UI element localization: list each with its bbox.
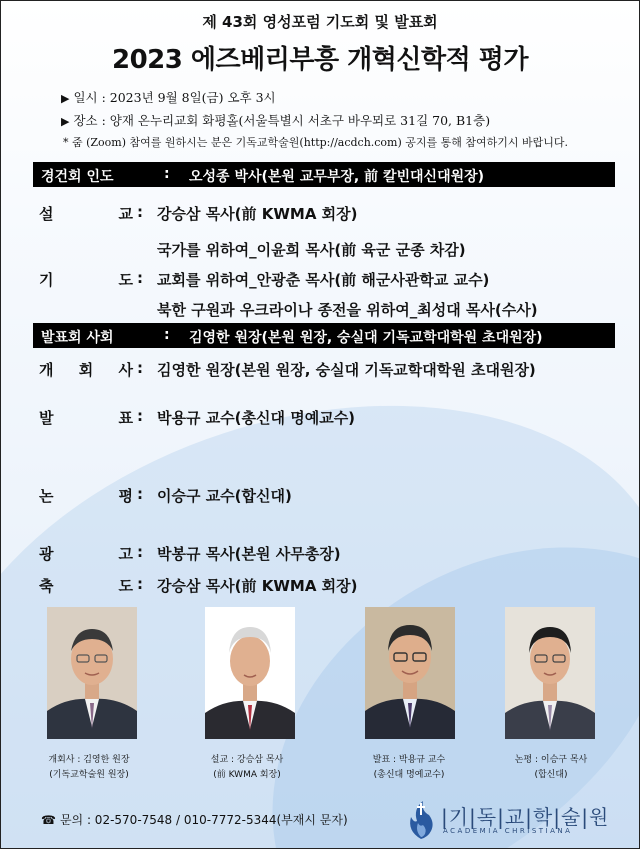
presentation-label: 발 표 xyxy=(39,409,133,427)
review-label: 논 평 xyxy=(39,487,133,505)
speaker-photo xyxy=(205,607,295,739)
flame-cross-icon xyxy=(405,797,437,841)
presentation-host-label: 발표회 사회 xyxy=(41,330,114,346)
triangle-bullet-icon: ▶ xyxy=(61,92,70,105)
contact-info: ☎ 문의 : 02-570-7548 / 010-7772-5344(부재시 문자) xyxy=(41,813,348,827)
prayer-item: 국가를 위하여_이윤희 목사(前 육군 군종 차감) xyxy=(157,241,466,259)
notice-label: 광 고 xyxy=(39,545,133,563)
opening-label: 개 회 사 xyxy=(39,361,133,379)
opening-value: 김영한 원장(본원 원장, 숭실대 기독교학대학원 초대원장) xyxy=(157,361,536,379)
speaker-caption: 개회사 : 김영한 원장 (기독교학술원 원장) xyxy=(48,755,130,780)
event-title: 2023 에즈베리부흥 개혁신학적 평가 xyxy=(111,45,529,75)
academy-logo: |기|독|교|학|술|원 ACADEMIA CHRISTIANA xyxy=(405,797,605,841)
presentation-value: 박용규 교수(총신대 명예교수) xyxy=(157,409,356,427)
zoom-note: * 줌 (Zoom) 참여를 원하시는 분은 기독교학술원(http://acdch.com) 공지를 통해 참여하기시 바랍니다. xyxy=(63,136,569,149)
speaker-caption: 논평 : 이승구 목사 (합신대) xyxy=(514,755,588,780)
prayer-item: 교회를 위하여_안광춘 목사(前 해군사관학교 교수) xyxy=(157,271,490,289)
triangle-bullet-icon: ▶ xyxy=(61,115,70,128)
worship-leader-bar: 경건회 인도 : 오성종 박사(본원 교무부장, 前 칼빈대신대원장) xyxy=(33,162,615,187)
info-place: ▶ 장소 : 양재 온누리교회 화평홀(서울특별시 서초구 바우뫼로 31길 70, B1층) xyxy=(61,113,491,128)
info-date: ▶ 일시 : 2023년 9월 8일(금) 오후 3시 xyxy=(61,90,276,105)
speaker-photo xyxy=(365,607,455,739)
speaker-caption: 발표 : 박용규 교수 (총신대 명예교수) xyxy=(372,755,446,780)
sermon-label: 설 교 xyxy=(39,205,133,223)
prayer-label: 기 도 xyxy=(39,271,133,289)
phone-icon: ☎ xyxy=(41,813,56,827)
speaker-photo xyxy=(505,607,595,739)
review-value: 이승구 교수(합신대) xyxy=(157,487,292,505)
speaker-photo xyxy=(47,607,137,739)
forum-poster: 제 43회 영성포럼 기도회 및 발표회 2023 에즈베리부흥 개혁신학적 평가 ▶ 일시 : 2023년 9월 8일(금) 오후 3시 ▶ 장소 : 양재 온누리교회 화평홀(서울특별시 서초구 바우뫼로 31길 70, B1층) * 줌 (Zoom) 참여를 원하시는 분은 기독교학술원(http://acdch.com) 공지를 통해 참여하기시 바랍니다. 경건회 인도 : 오성종 박사(본원 교무부장, 前 칼빈대신대원장) 설 교 : 강승삼 목사(前 KWMA 회장) 국가를 위하여_이윤희 목사(前 육군 군종 차감) 기 도 : 교회를 위하여_안광춘 목사(前 해군사관학교 교수) 북한 구원과 우크라이나 종전을 위하여_최성대 목사(수사) 발표회 사회 : 김영한 원장(본원 원장, 숭실대 기독교학대학원 초대원장) 개 회 사 : 김영한 원장(본원 원장, 숭실대 기독교학대학원 초대원장) 발 표 : 박용규 교수(총신대 명예교수) 논 평 : 이승구 교수(합신대) 광 고 : 박봉규 목사(본원 사무총장) 축 도 : 강승삼 목사(前 KWMA 회장) 개회사 : 김영한 원장 (기독교학술원 원장) 설교 : 강승삼 목사 (前 KWMA 회장) 발표 : 박용규 교수 (총신대 명예교수) 논평 : 이승구 목사 (합신대) ☎ 문의 : 02-570-7548 / 010-7772-5344(부재시 문자) |기|독|교|학|술|원 ACADEMIA CHRISTIANA xyxy=(0,0,640,849)
sermon-value: 강승삼 목사(前 KWMA 회장) xyxy=(157,205,358,223)
worship-leader-value: 오성종 박사(본원 교무부장, 前 칼빈대신대원장) xyxy=(189,169,485,185)
speaker-caption: 설교 : 강승삼 목사 (前 KWMA 회장) xyxy=(210,755,284,780)
benediction-value: 강승삼 목사(前 KWMA 회장) xyxy=(157,577,358,595)
presentation-host-bar: 발표회 사회 : 김영한 원장(본원 원장, 숭실대 기독교학대학원 초대원장) xyxy=(33,323,615,348)
prayer-item: 북한 구원과 우크라이나 종전을 위하여_최성대 목사(수사) xyxy=(157,301,538,319)
presentation-host-value: 김영한 원장(본원 원장, 숭실대 기독교학대학원 초대원장) xyxy=(189,330,543,346)
notice-value: 박봉규 목사(본원 사무총장) xyxy=(157,545,341,563)
worship-leader-label: 경건회 인도 xyxy=(41,169,114,185)
benediction-label: 축 도 xyxy=(39,577,133,595)
event-subtitle: 제 43회 영성포럼 기도회 및 발표회 xyxy=(202,13,438,31)
